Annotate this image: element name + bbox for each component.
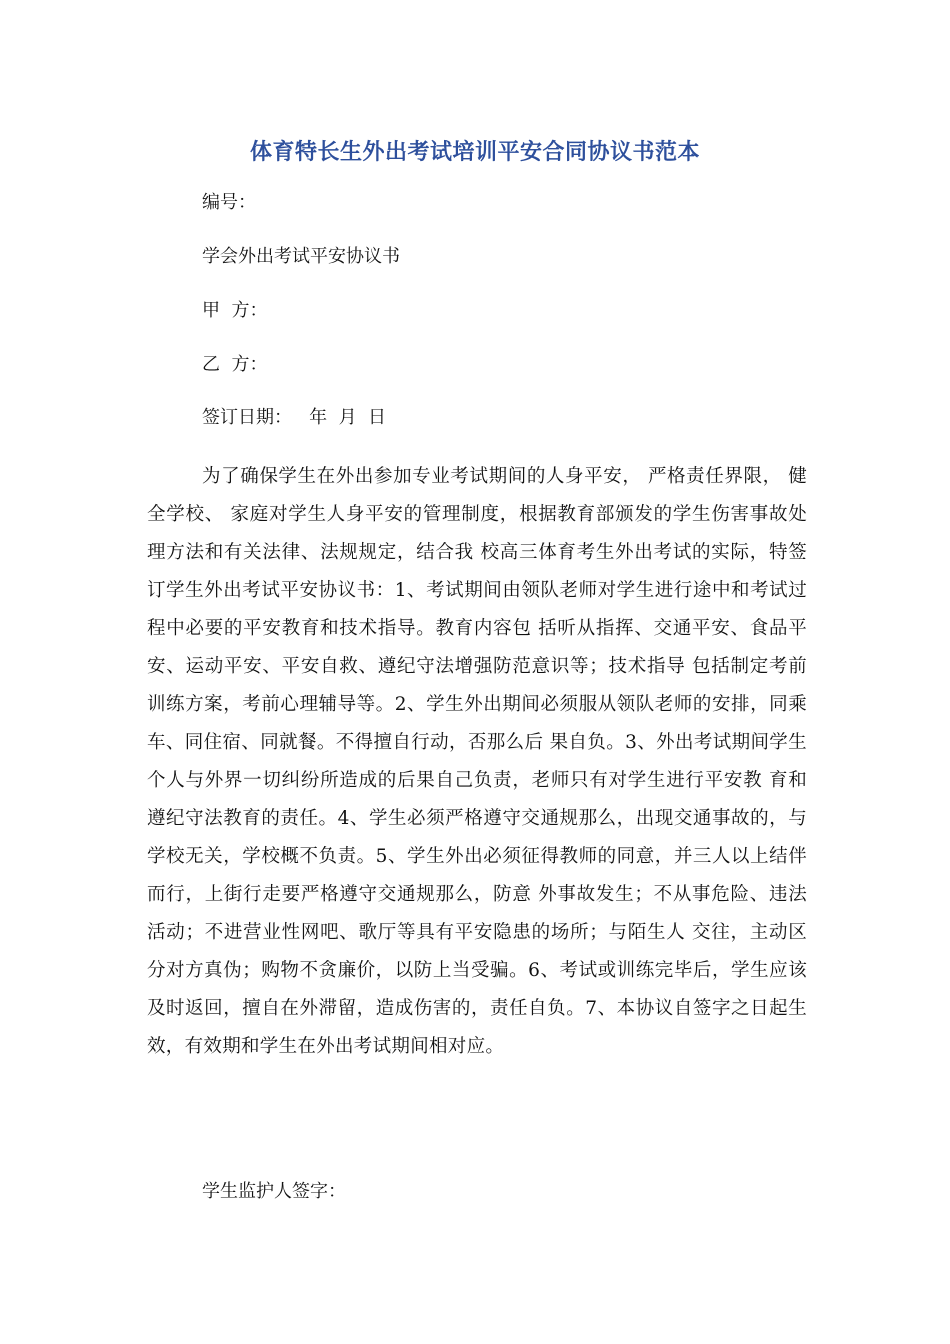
serial-number-label: 编号： — [202, 192, 256, 213]
party-a-label: 甲 方： — [202, 300, 268, 321]
document-title: 体育特长生外出考试培训平安合同协议书范本 — [249, 140, 700, 165]
agreement-subtitle: 学会外出考试平安协议书 — [202, 246, 400, 267]
party-b-label: 乙 方： — [202, 354, 268, 375]
agreement-body: 为了确保学生在外出参加专业考试期间的人身平安， 严格责任界限， 健全学校、 家庭对学生人身平安的管理制度，根据教育部颁发的学生伤害事故处理方法和有关法律、法规规定，结合我 校高三体育考生外出考试的实际，特签订学生外出考试平安协议书：1、考试期间由领队老师对学生进行途中和考试过程中必要的平安教育和技术指导。教育内容包 括听从指挥、交通平安、食品平安、运动平安、平安自救、遵纪守法增强防范意识等；技术指导 包括制定考前训练方案，考前心理辅导等。2、学生外出期间必须服从领队老师的安排，同乘车、同住宿、同就餐。不得擅自行动，否那么后 果自负。3、外出考试期间学生个人与外界一切纠纷所造成的后果自己负责，老师只有对学生进行平安教 育和遵纪守法教育的责任。4、学生必须严格遵守交通规那么，出现交通事故的，与学校无关，学校概不负责。5、学生外出必须征得教师的同意，并三人以上结伴而行，上街行走要严格遵守交通规那么，防意 外事故发生；不从事危险、违法活动；不进营业性网吧、歌厅等具有平安隐患的场所；与陌生人 交往，主动区分对方真伪；购物不贪廉价，以防上当受骗。6、考试或训练完毕后，学生应该及时返回，擅自在外滞留，造成伤害的，责任自负。7、本协议自签字之日起生效，有效期和学生在外出考试期间相对应。 — [147, 466, 807, 1057]
signing-date-label: 签订日期： 年 月 日 — [202, 407, 387, 428]
guardian-signature-label: 学生监护人签字： — [202, 1181, 346, 1202]
